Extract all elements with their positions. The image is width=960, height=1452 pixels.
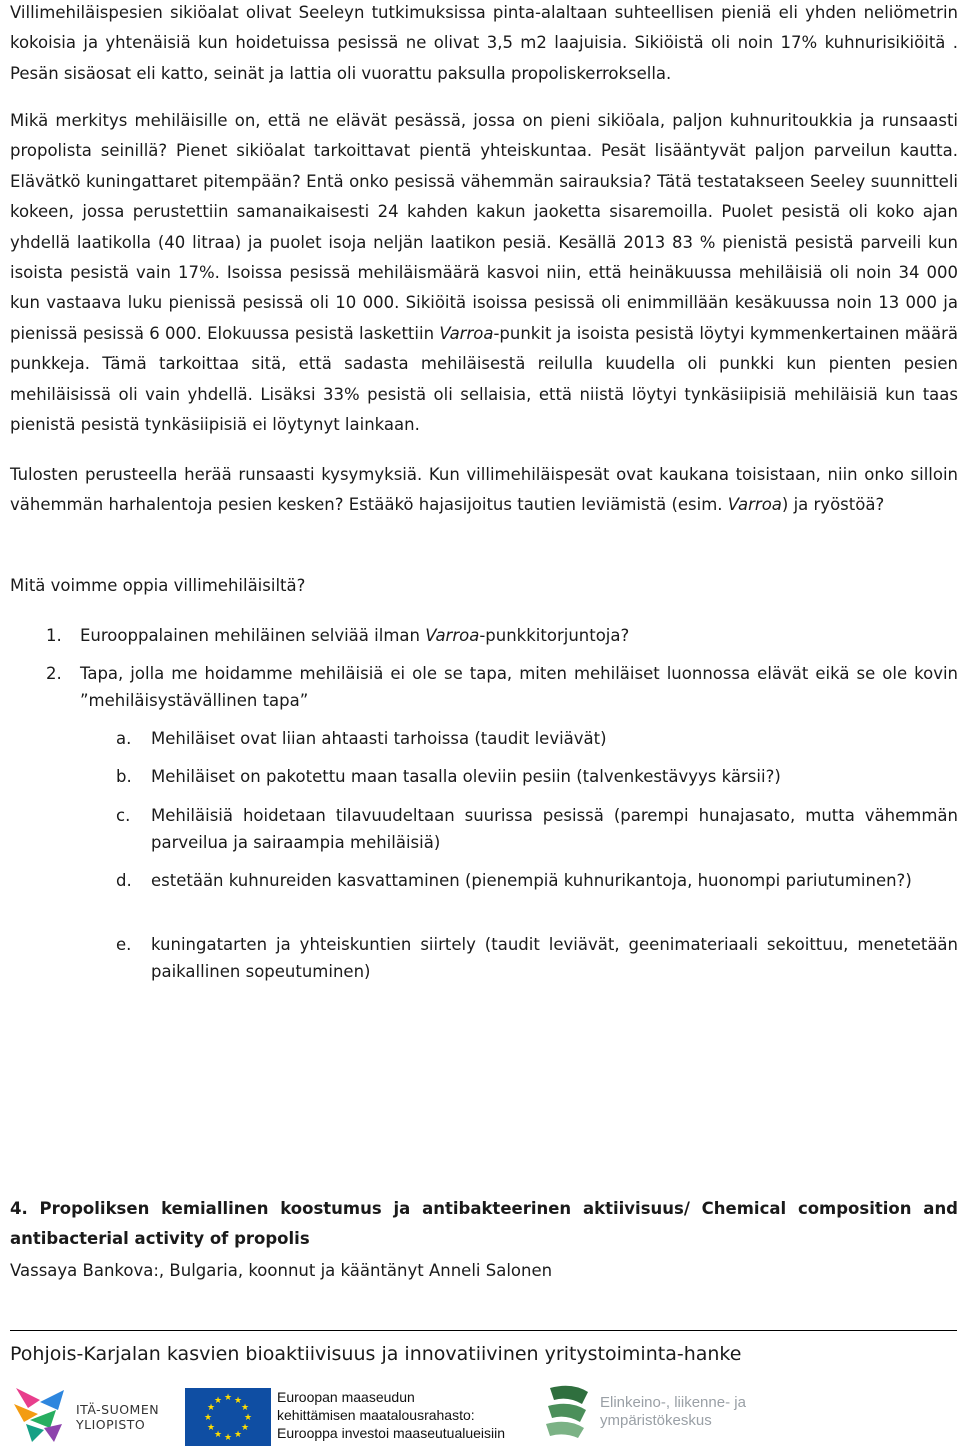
svg-text:★: ★: [213, 1396, 223, 1406]
uef-logo: [10, 1380, 170, 1446]
varroa-term: Varroa: [727, 495, 782, 515]
section-title: 4. Propoliksen kemiallinen koostumus ja antibakteerinen aktiivisuus/ Chemical composition and antibacterial activity of propolis: [10, 1199, 958, 1249]
list-letter: c.: [116, 806, 131, 825]
svg-text:★: ★: [223, 1393, 233, 1403]
byline-text: Vassaya Bankova:, Bulgaria, koonnut ja kääntänyt Anneli Salonen: [10, 1261, 553, 1280]
list-item-text: estetään kuhnureiden kasvattaminen (pienempiä kuhnurikantoja, huonompi pariutuminen?): [151, 871, 912, 890]
list-letter: e.: [116, 935, 132, 954]
section-heading: [10, 1194, 958, 1255]
svg-text:★: ★: [240, 1423, 250, 1433]
svg-text:★: ★: [213, 1430, 223, 1440]
list-letter: b.: [116, 767, 132, 786]
paragraph-brood-area: [10, 0, 958, 89]
varroa-term: Varroa: [425, 626, 480, 645]
ely-centre-text: Elinkeino-, liikenne- ja ympäristökeskus: [600, 1394, 746, 1429]
paragraph-text: Mitä voimme oppia villimehiläisiltä?: [10, 576, 306, 595]
paragraph-experiment: [10, 106, 958, 440]
list-item-text: Mehiläisiä hoidetaan tilavuudeltaan suurissa pesissä (parempi hunajasato, mutta vähemmän parveilua ja sairaampia mehiläisiä): [151, 806, 958, 852]
list-item-text: Eurooppalainen mehiläinen selviää ilman Varroa-punkkitorjuntoja?: [80, 626, 630, 645]
footer-project-title: Pohjois-Karjalan kasvien bioaktiivisuus ja innovatiivinen yritystoiminta-hanke: [10, 1343, 742, 1365]
list-letter: d.: [116, 871, 132, 890]
eu-flag-icon: [185, 1388, 271, 1446]
paragraph-questions: [10, 460, 958, 521]
eu-fund-text: Euroopan maaseudun kehittämisen maatalousrahasto: Eurooppa investoi maaseutualueisiin: [277, 1389, 506, 1441]
paragraph-lessons-intro: [10, 571, 958, 601]
list-item-text: Mehiläiset ovat liian ahtaasti tarhoissa (taudit leviävät): [151, 729, 607, 748]
footer-logos: [0, 1376, 960, 1452]
uef-emblem-icon: [10, 1380, 68, 1446]
paragraph-text: Mikä merkitys mehiläisille on, että ne elävät pesässä, jossa on pieni sikiöala, paljon kuhnuritoukkia ja runsaasti propolista seinillä? Pienet sikiöalat tarkoittavat pientä yhteiskuntaa. Pesät lisääntyvät paljon parveilun kautta. Elävätkö kuningattaret pitempään? Entä onko pesissä vähemmän sairauksia? Tätä testatakseen Seeley suunnitteli kokeen, jossa perustettiin samanaikaisesti 24 kahden kakun jaoketta sisaremoilla. Puolet pesistä oli koko ajan yhdellä laatikolla (40 litraa) ja puolet isoja neljän laatikon pesiä. Kesällä 2013 83 % pienistä pesistä parveili kun isoista pesistä vain 17%. Isoissa pesissä mehiläismäärä kasvoi niin, että heinäkuussa mehiläisiä oli noin 34 000 kun vastaava luku pienissä pesissä oli 10 000. Sikiöitä isoissa pesissä oli enimmillään kesäkuussa noin 13 000 ja pienissä pesissä 6 000. Elokuussa pesistä laskettiin Varroa-punkit ja isoista pesistä löytyi kymmenkertainen määrä punkkeja. Tämä tarkoittaa sitä, että sadasta mehiläisestä reilulla kuudella oli punkki kun pienten pesien mehiläisissä oli vain yhdellä. Lisäksi 33% pesistä oli sellaisia, että niistä löytyi tynkäsiipisiä mehiläisiä kun taas pienistä pesistä tynkäsiipisiä ei löytynyt lainkaan.: [10, 111, 959, 435]
paragraph-text: Tulosten perusteella herää runsaasti kysymyksiä. Kun villimehiläispesät ovat kaukana toisistaan, niin onko silloin vähemmän harhalentoja pesien kesken? Estääkö hajasijoitus tautien leviämistä (esim. Varroa) ja ryöstöä?: [10, 465, 958, 515]
section-byline: [10, 1256, 958, 1286]
eu-stars-icon: [185, 1388, 271, 1446]
svg-text:★: ★: [233, 1396, 243, 1406]
list-item-text: Tapa, jolla me hoidamme mehiläisiä ei ole se tapa, miten mehiläiset luonnossa elävät eikä se ole kovin ”mehiläisystävällinen tapa”: [80, 664, 958, 710]
uef-wordmark: ITÄ-SUOMEN YLIOPISTO: [76, 1402, 160, 1432]
svg-text:★: ★: [206, 1423, 216, 1433]
svg-text:★: ★: [240, 1403, 250, 1413]
varroa-term: Varroa: [439, 323, 494, 343]
list-item-text: Mehiläiset on pakotettu maan tasalla oleviin pesiin (talvenkestävyys kärsii?): [151, 767, 781, 786]
svg-text:★: ★: [203, 1413, 213, 1423]
svg-text:★: ★: [233, 1430, 243, 1440]
list-item-text: kuningatarten ja yhteiskuntien siirtely (taudit leviävät, geenimateriaali sekoittuu, menetetään paikallinen sopeutuminen): [151, 935, 958, 981]
list-number: 1.: [46, 626, 62, 645]
ely-centre-logo-icon: [542, 1382, 596, 1438]
footer-divider: [10, 1330, 957, 1331]
svg-text:★: ★: [223, 1433, 233, 1443]
svg-text:★: ★: [206, 1403, 216, 1413]
list-number: 2.: [46, 664, 62, 683]
paragraph-text: Villimehiläispesien sikiöalat olivat Seeleyn tutkimuksissa pinta-alaltaan suhteellisen pieniä eli yhden neliömetrin kokoisia ja yhtenäisiä kun hoidetuissa pesissä ne olivat 3,5 m2 laajuisia. Sikiöistä oli noin 17% kuhnurisikiöitä . Pesän sisäosat eli katto, seinät ja lattia oli vuorattu paksulla propoliskerroksella.: [10, 3, 958, 83]
list-letter: a.: [116, 729, 132, 748]
svg-text:★: ★: [243, 1413, 253, 1423]
